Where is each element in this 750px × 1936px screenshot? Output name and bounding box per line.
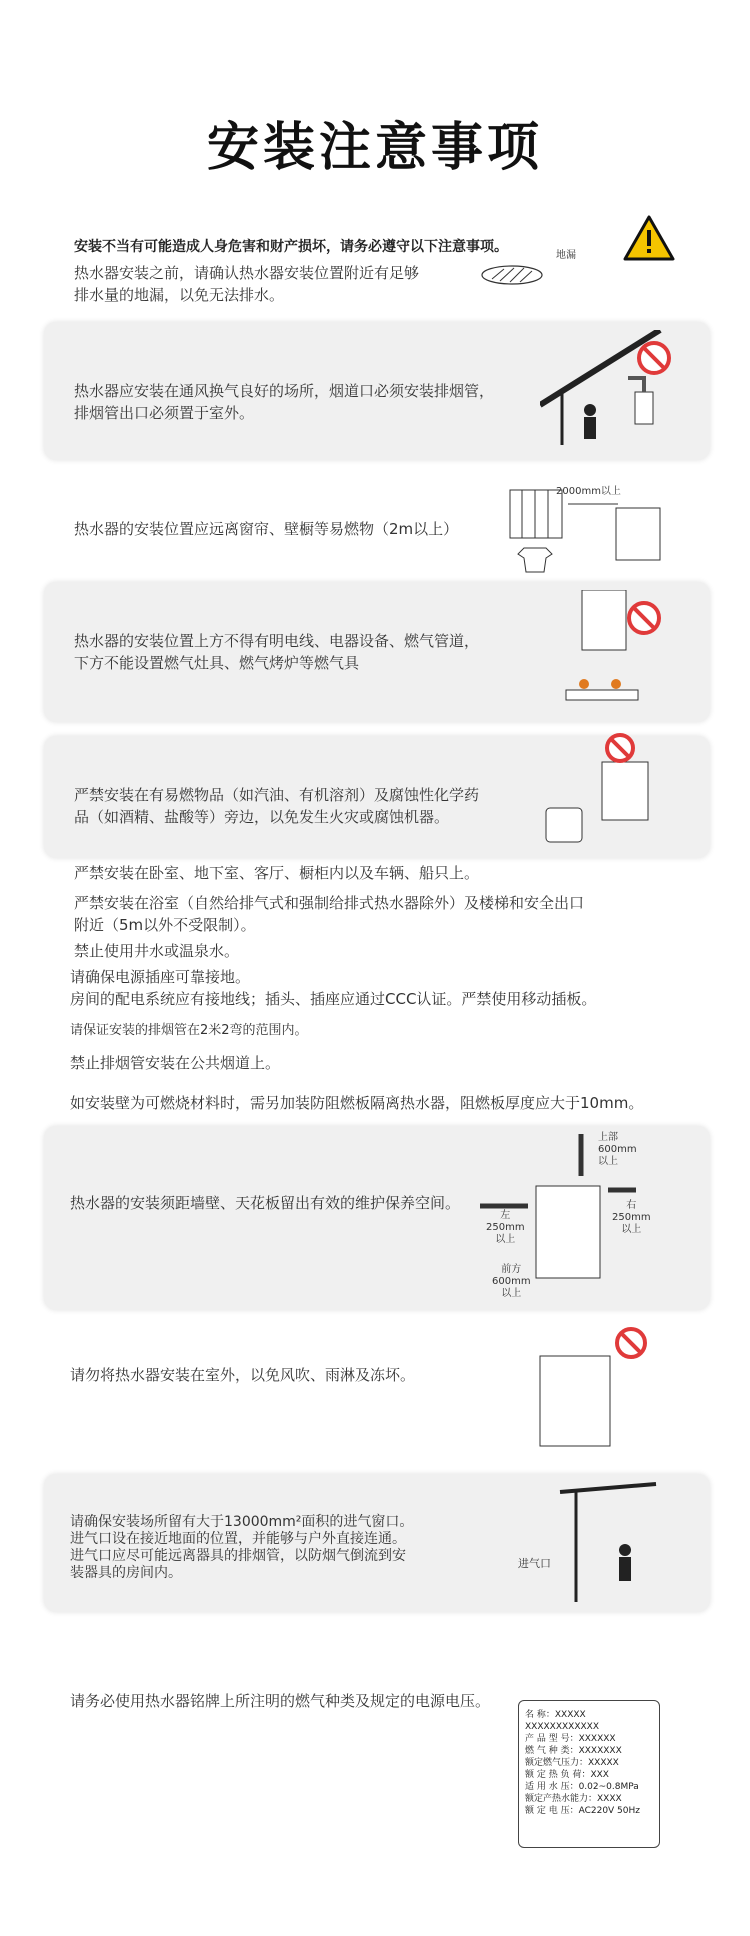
rule-item: 请确保电源插座可靠接地。 房间的配电系统应有接地线；插头、插座应通过CCC认证。严禁使用移动插板。 [70, 968, 597, 1008]
clearance-left-label: 左 250mm 以上 [486, 1210, 525, 1245]
rule-item: 禁止排烟管安装在公共烟道上。 [70, 1054, 281, 1072]
floor-drain-label: 地漏 [556, 250, 576, 261]
vent-illustration [530, 1480, 660, 1608]
clearance-front-label: 前方 600mm 以上 [492, 1264, 531, 1299]
above-below-text: 热水器的安装位置上方不得有明电线、电器设备、燃气管道， 下方不能设置燃气灶具、燃气烤炉等燃气具 [74, 632, 480, 672]
outdoor-text: 请勿将热水器安装在室外，以免风吹、雨淋及冻坏。 [70, 1366, 416, 1384]
curtain-text: 热水器的安装位置应远离窗帘、壁橱等易燃物（2m以上） [74, 520, 459, 538]
page-title: 安装注意事项 [206, 118, 543, 178]
vent-label: 进气口 [518, 1557, 551, 1570]
distance-label: 2000mm以上 [556, 486, 621, 497]
flammable-text: 严禁安装在有易燃物品（如汽油、有机溶剂）及腐蚀性化学药 品（如酒精、盐酸等）旁边，以免发生火灾或腐蚀机器。 [74, 786, 480, 826]
clearance-right-label: 右 250mm 以上 [612, 1200, 651, 1235]
nameplate [518, 1700, 660, 1848]
warning-triangle-icon [622, 214, 676, 262]
rule-item: 请保证安装的排烟管在2米2弯的范围内。 [70, 1023, 308, 1038]
flue-text: 热水器应安装在通风换气良好的场所，烟道口必须安装排烟管， 排烟管出口必须置于室外。 [74, 382, 495, 422]
prohibited-icon [614, 1326, 648, 1360]
prohibited-icon [636, 340, 672, 376]
nameplate-row: 额 定 热 负 荷：XXX [525, 1770, 609, 1780]
floor-drain-text: 热水器安装之前，请确认热水器安装位置附近有足够 排水量的地漏，以免无法排水。 [74, 264, 420, 304]
nameplate-row: 额 定 电 压：AC220V 50Hz [525, 1806, 641, 1816]
nameplate-row: 适 用 水 压：0.02~0.8MPa [525, 1782, 639, 1792]
prohibited-icon [604, 732, 636, 764]
rule-item: 禁止使用井水或温泉水。 [74, 942, 240, 960]
clearance-top-label: 上部 600mm 以上 [598, 1132, 637, 1167]
nameplate-text: 请务必使用热水器铭牌上所注明的燃气种类及规定的电源电压。 [70, 1692, 491, 1710]
clearance-text: 热水器的安装须距墙壁、天花板留出有效的维护保养空间。 [70, 1194, 461, 1212]
warning-intro: 安装不当有可能造成人身危害和财产损坏，请务必遵守以下注意事项。 [74, 239, 508, 255]
nameplate-row: 名 称：XXXXX [525, 1710, 586, 1720]
nameplate-row: 额定产热水能力：XXXX [525, 1794, 622, 1804]
nameplate-row: 额定燃气压力：XXXXX [525, 1758, 619, 1768]
rule-item: 严禁安装在卧室、地下室、客厅、橱柜内以及车辆、船只上。 [74, 864, 480, 882]
nameplate-row: XXXXXXXXXXXX [525, 1722, 599, 1732]
floor-drain-icon [480, 262, 550, 288]
vent-text: 请确保安装场所留有大于13000mm²面积的进气窗口。 进气口设在接近地面的位置，并能够与户外直接连通。 进气口应尽可能远离器具的排烟管，以防烟气倒流到安 装器具的房间内。 [70, 1514, 414, 1581]
prohibited-icon [626, 600, 662, 636]
rule-item: 严禁安装在浴室（自然给排气式和强制给排式热水器除外）及楼梯和安全出口 附近（5m以外不受限制）。 [74, 894, 585, 934]
nameplate-row: 产 品 型 号：XXXXXX [525, 1734, 616, 1744]
rule-item: 如安装壁为可燃烧材料时，需另加装防阻燃板隔离热水器，阻燃板厚度应大于10mm。 [70, 1094, 644, 1112]
flammable-illustration [538, 730, 658, 854]
nameplate-row: 燃 气 种 类：XXXXXXX [525, 1746, 622, 1756]
